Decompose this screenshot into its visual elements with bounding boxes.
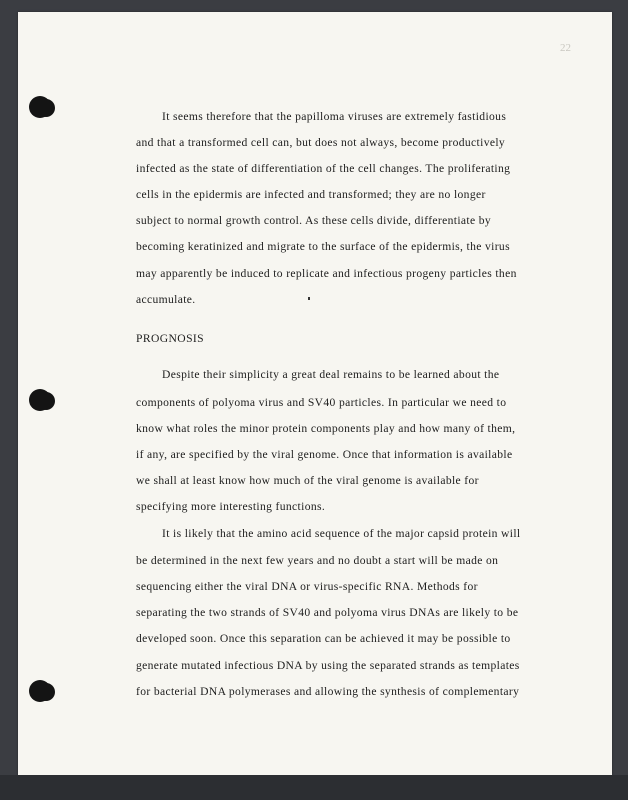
text-line: sequencing either the viral DNA or virus-specific RNA. Methods for bbox=[136, 580, 478, 593]
text-line: subject to normal growth control. As these cells divide, differentiate by bbox=[136, 214, 492, 227]
text-line: and that a transformed cell can, but does not always, become productively bbox=[136, 136, 506, 149]
ink-speck bbox=[308, 297, 310, 300]
text-line: be determined in the next few years and no doubt a start will be made on bbox=[136, 554, 499, 567]
text-line: becoming keratinized and migrate to the surface of the epidermis, the virus bbox=[136, 240, 510, 253]
punch-hole bbox=[29, 680, 51, 702]
punch-hole bbox=[29, 389, 51, 411]
text-line: It seems therefore that the papilloma viruses are extremely fastidious bbox=[162, 110, 507, 123]
text-line: if any, are specified by the viral genome. Once that information is available bbox=[136, 448, 513, 461]
text-line: cells in the epidermis are infected and transformed; they are no longer bbox=[136, 188, 486, 201]
text-line: separating the two strands of SV40 and polyoma virus DNAs are likely to be bbox=[136, 606, 519, 619]
punch-hole bbox=[29, 96, 51, 118]
text-line: accumulate. bbox=[136, 293, 196, 306]
text-line: components of polyoma virus and SV40 particles. In particular we need to bbox=[136, 396, 507, 409]
text-line: we shall at least know how much of the viral genome is available for bbox=[136, 474, 479, 487]
text-line: may apparently be induced to replicate and infectious progeny particles then bbox=[136, 267, 517, 280]
text-line: know what roles the minor protein components play and how many of them, bbox=[136, 422, 516, 435]
faint-page-number: 22 bbox=[560, 42, 571, 54]
text-line: It is likely that the amino acid sequence of the major capsid protein will bbox=[162, 527, 521, 540]
section-heading: PROGNOSIS bbox=[136, 332, 205, 345]
text-line: generate mutated infectious DNA by using the separated strands as templates bbox=[136, 659, 520, 672]
text-line: infected as the state of differentiation of the cell changes. The proliferating bbox=[136, 162, 511, 175]
text-line: specifying more interesting functions. bbox=[136, 500, 326, 513]
text-line: developed soon. Once this separation can be achieved it may be possible to bbox=[136, 632, 511, 645]
text-line: Despite their simplicity a great deal remains to be learned about the bbox=[162, 368, 500, 381]
text-line: for bacterial DNA polymerases and allowing the synthesis of complementary bbox=[136, 685, 520, 698]
scan-background bbox=[0, 775, 628, 800]
